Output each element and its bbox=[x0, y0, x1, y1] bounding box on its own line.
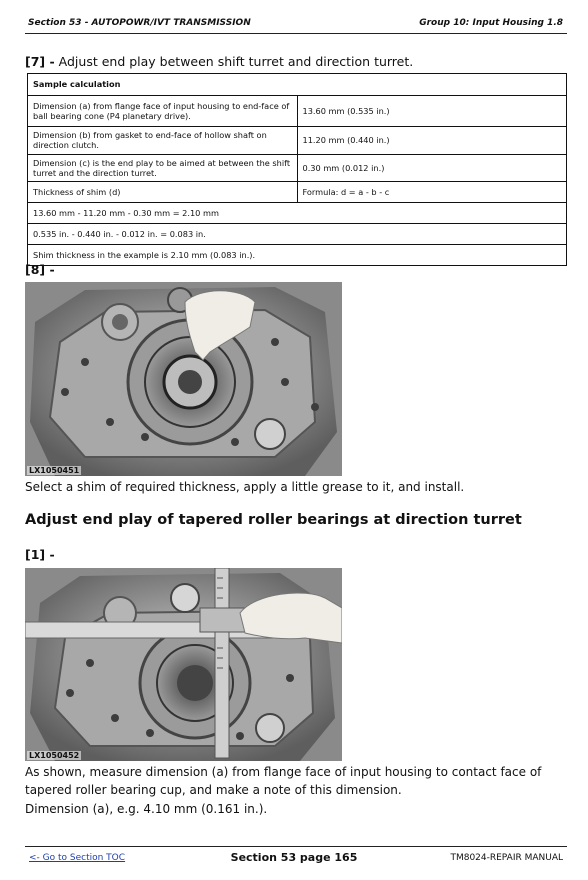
figure-label: LX1050452 bbox=[29, 751, 80, 760]
step-1-text: As shown, measure dimension (a) from flange face of input housing to contact face of tapered roller bearing cup, and make a note of this dimension. bbox=[25, 765, 542, 797]
row-label: Dimension (b) from gasket to end-face of hollow shaft on direction clutch. bbox=[28, 127, 298, 155]
step-1-number: [1] - bbox=[25, 547, 55, 562]
footer-divider bbox=[25, 846, 567, 847]
row-value: 0.30 mm (0.012 in.) bbox=[297, 154, 567, 182]
calc-line: 13.60 mm - 11.20 mm - 0.30 mm = 2.10 mm bbox=[28, 203, 567, 224]
step-8-number: [8] - bbox=[25, 262, 55, 277]
page-footer bbox=[25, 851, 563, 867]
measurement-photo-illustration bbox=[25, 568, 342, 761]
section-heading: Adjust end play of tapered roller bearings at direction turret bbox=[25, 512, 522, 528]
calc-line: Shim thickness in the example is 2.10 mm (0.083 in.). bbox=[28, 245, 567, 266]
housing-photo-illustration bbox=[25, 282, 342, 476]
table-row bbox=[28, 96, 567, 127]
table-row bbox=[28, 127, 567, 155]
page-header bbox=[25, 14, 563, 32]
step-7-heading bbox=[25, 54, 413, 69]
manual-id: TM8024-REPAIR MANUAL bbox=[450, 853, 563, 863]
section-header: Section 53 - AUTOPOWR/IVT TRANSMISSION bbox=[28, 18, 251, 28]
table-row bbox=[28, 224, 567, 245]
page-number: Section 53 page 165 bbox=[230, 851, 358, 864]
step-7-number: [7] - bbox=[25, 54, 55, 69]
figure-label: LX1050451 bbox=[29, 466, 80, 475]
row-value: Formula: d = a - b - c bbox=[297, 182, 567, 203]
step-1-heading bbox=[25, 547, 55, 562]
step-8-text: Select a shim of required thickness, apply a little grease to it, and install. bbox=[25, 480, 465, 494]
group-header: Group 10: Input Housing 1.8 bbox=[419, 18, 563, 28]
row-label: Thickness of shim (d) bbox=[28, 182, 298, 203]
row-label: Dimension (c) is the end play to be aimed at between the shift turret and the direction turret. bbox=[28, 154, 298, 182]
table-row bbox=[28, 245, 567, 266]
row-label: Dimension (a) from flange face of input housing to end-face of ball bearing cone (P4 planetary drive). bbox=[28, 96, 298, 127]
figure-shim-install bbox=[25, 282, 342, 476]
row-value: 11.20 mm (0.440 in.) bbox=[297, 127, 567, 155]
table-row bbox=[28, 154, 567, 182]
calc-line: 0.535 in. - 0.440 in. - 0.012 in. = 0.083 in. bbox=[28, 224, 567, 245]
header-divider bbox=[25, 33, 567, 34]
table-row bbox=[28, 182, 567, 203]
step-7-text: Adjust end play between shift turret and direction turret. bbox=[58, 54, 414, 69]
sample-calculation-table bbox=[27, 73, 567, 266]
dimension-example: Dimension (a), e.g. 4.10 mm (0.161 in.). bbox=[25, 802, 268, 816]
row-value: 13.60 mm (0.535 in.) bbox=[297, 96, 567, 127]
table-row bbox=[28, 203, 567, 224]
table-title: Sample calculation bbox=[28, 74, 567, 96]
step-8-heading bbox=[25, 262, 55, 277]
section-toc-link[interactable]: <- Go to Section TOC bbox=[29, 853, 126, 863]
figure-measure-dimension bbox=[25, 568, 342, 761]
